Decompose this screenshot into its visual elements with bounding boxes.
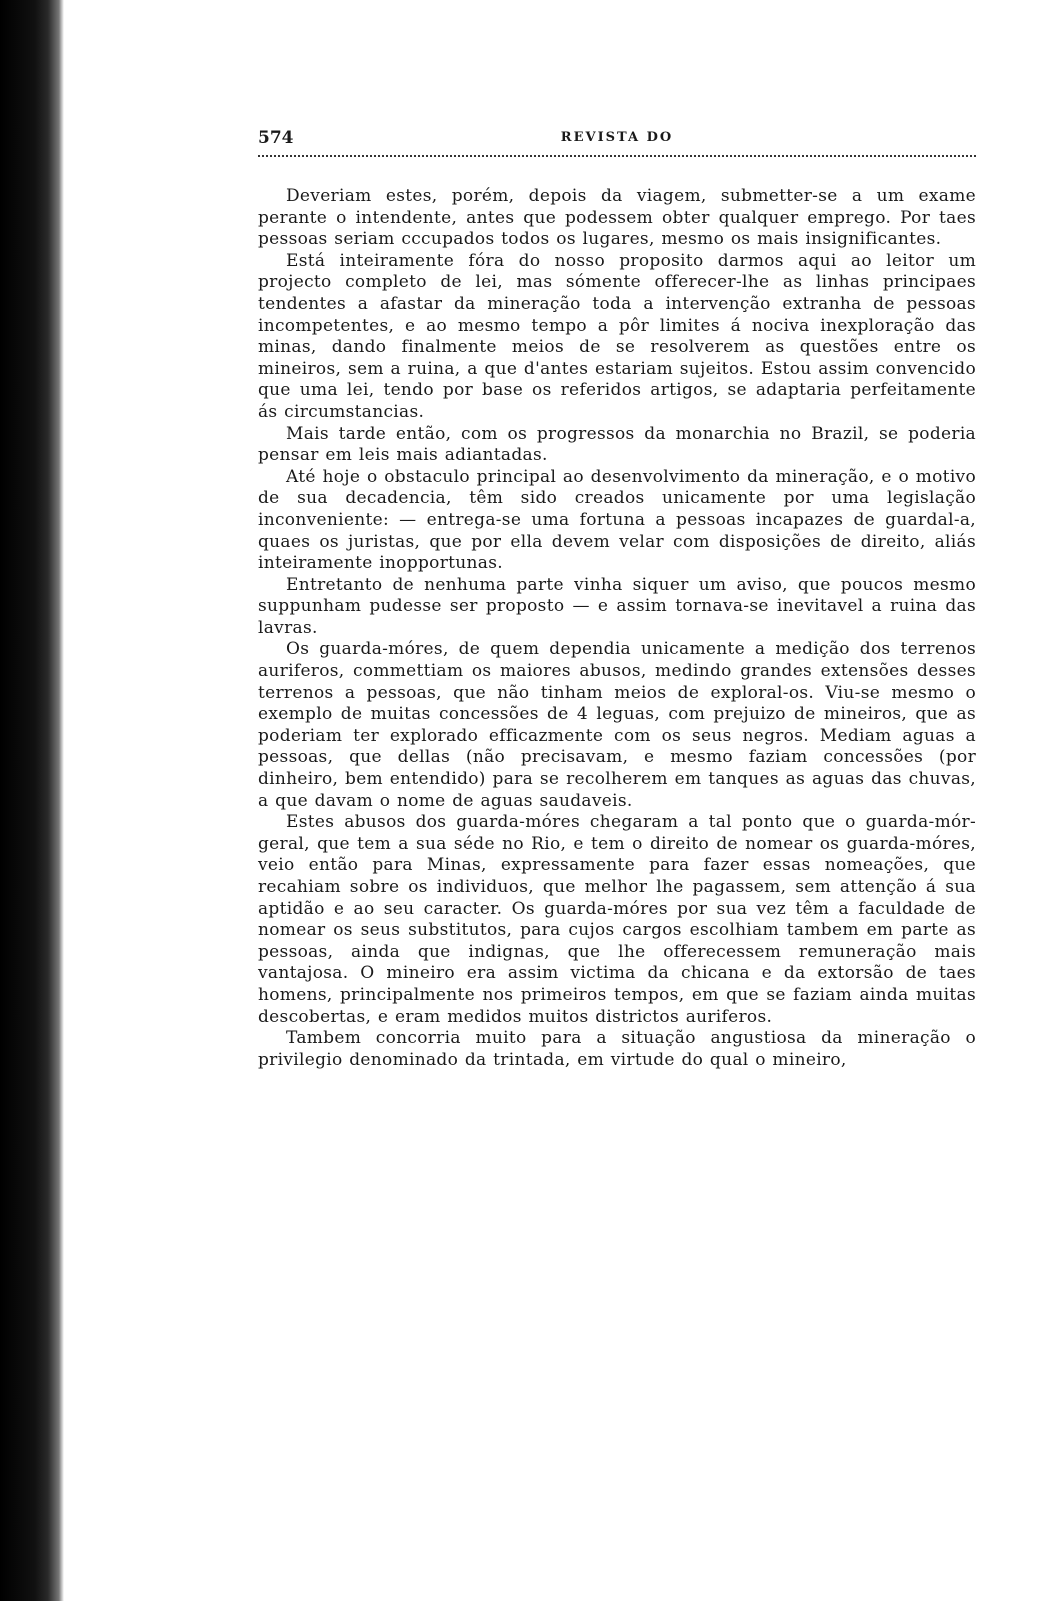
- paragraph: Os guarda-móres, de quem dependia unicamente a medição dos terrenos auriferos, commettiam os maiores abusos, medindo grandes extensões desses terrenos a pessoas, que não tinham meios de exploral-os. Viu-se mesmo o exemplo de muitas concessões de 4 leguas, com prejuizo de mineiros, que as poderiam ter explorado efficazmente com os seus negros. Mediam aguas a pessoas, que dellas (não precisavam, e mesmo faziam concessões (por dinheiro, bem entendido) para se recolherem em tanques as aguas das chuvas, a que davam o nome de aguas saudaveis.: [258, 639, 976, 811]
- header-rule: [258, 155, 976, 157]
- paragraph: Estes abusos dos guarda-móres chegaram a tal ponto que o guarda-mór-geral, que tem a sua séde no Rio, e tem o direito de nomear os guarda-móres, veio então para Minas, expressamente para fazer essas nomeações, que recahiam sobre os individuos, que melhor lhe pagassem, sem attenção á sua aptidão e ao seu caracter. Os guarda-móres por sua vez têm a faculdade de nomear os seus substitutos, para cujos cargos escolhiam tambem em parte as pessoas, ainda que indignas, que lhe offerecessem remuneração mais vantajosa. O mineiro era assim victima da chicana e da extorsão de taes homens, principalmente nos primeiros tempos, em que se faziam ainda muitas descobertas, e eram medidos muitos districtos auriferos.: [258, 812, 976, 1027]
- page-number: 574: [258, 128, 294, 148]
- paragraph: Deveriam estes, porém, depois da viagem, submetter-se a um exame perante o intendente, antes que podessem obter qualquer emprego. Por taes pessoas seriam cccupados todos os lugares, mesmo os mais insignificantes.: [258, 186, 976, 250]
- body-text: [258, 186, 976, 1071]
- running-title: REVISTA DO: [560, 130, 674, 145]
- page-header: [258, 128, 976, 156]
- paragraph: Está inteiramente fóra do nosso proposito darmos aqui ao leitor um projecto completo de lei, mas sómente offerecer-lhe as linhas principaes tendentes a afastar da mineração toda a intervenção extranha de pessoas incompetentes, e ao mesmo tempo a pôr limites á nociva inexploração das minas, dando finalmente meios de se resolverem as questões entre os mineiros, sem a ruina, a que d'antes estariam sujeitos. Estou assim convencido que uma lei, tendo por base os referidos artigos, se adaptaria perfeitamente ás circumstancias.: [258, 250, 976, 422]
- paragraph: Tambem concorria muito para a situação angustiosa da mineração o privilegio denominado da trintada, em virtude do qual o mineiro,: [258, 1028, 976, 1070]
- book-spine-shadow: [0, 0, 64, 1601]
- paragraph: Mais tarde então, com os progressos da monarchia no Brazil, se poderia pensar em leis mais adiantadas.: [258, 423, 976, 466]
- paragraph: Entretanto de nenhuma parte vinha siquer um aviso, que poucos mesmo suppunham pudesse ser proposto — e assim tornava-se inevitavel a ruina das lavras.: [258, 574, 976, 638]
- paragraph: Até hoje o obstaculo principal ao desenvolvimento da mineração, e o motivo de sua decadencia, têm sido creados unicamente por uma legislação inconveniente: — entrega-se uma fortuna a pessoas incapazes de guardal-a, quaes os juristas, que por ella devem velar com disposições de direito, aliás inteiramente inopportunas.: [258, 466, 976, 574]
